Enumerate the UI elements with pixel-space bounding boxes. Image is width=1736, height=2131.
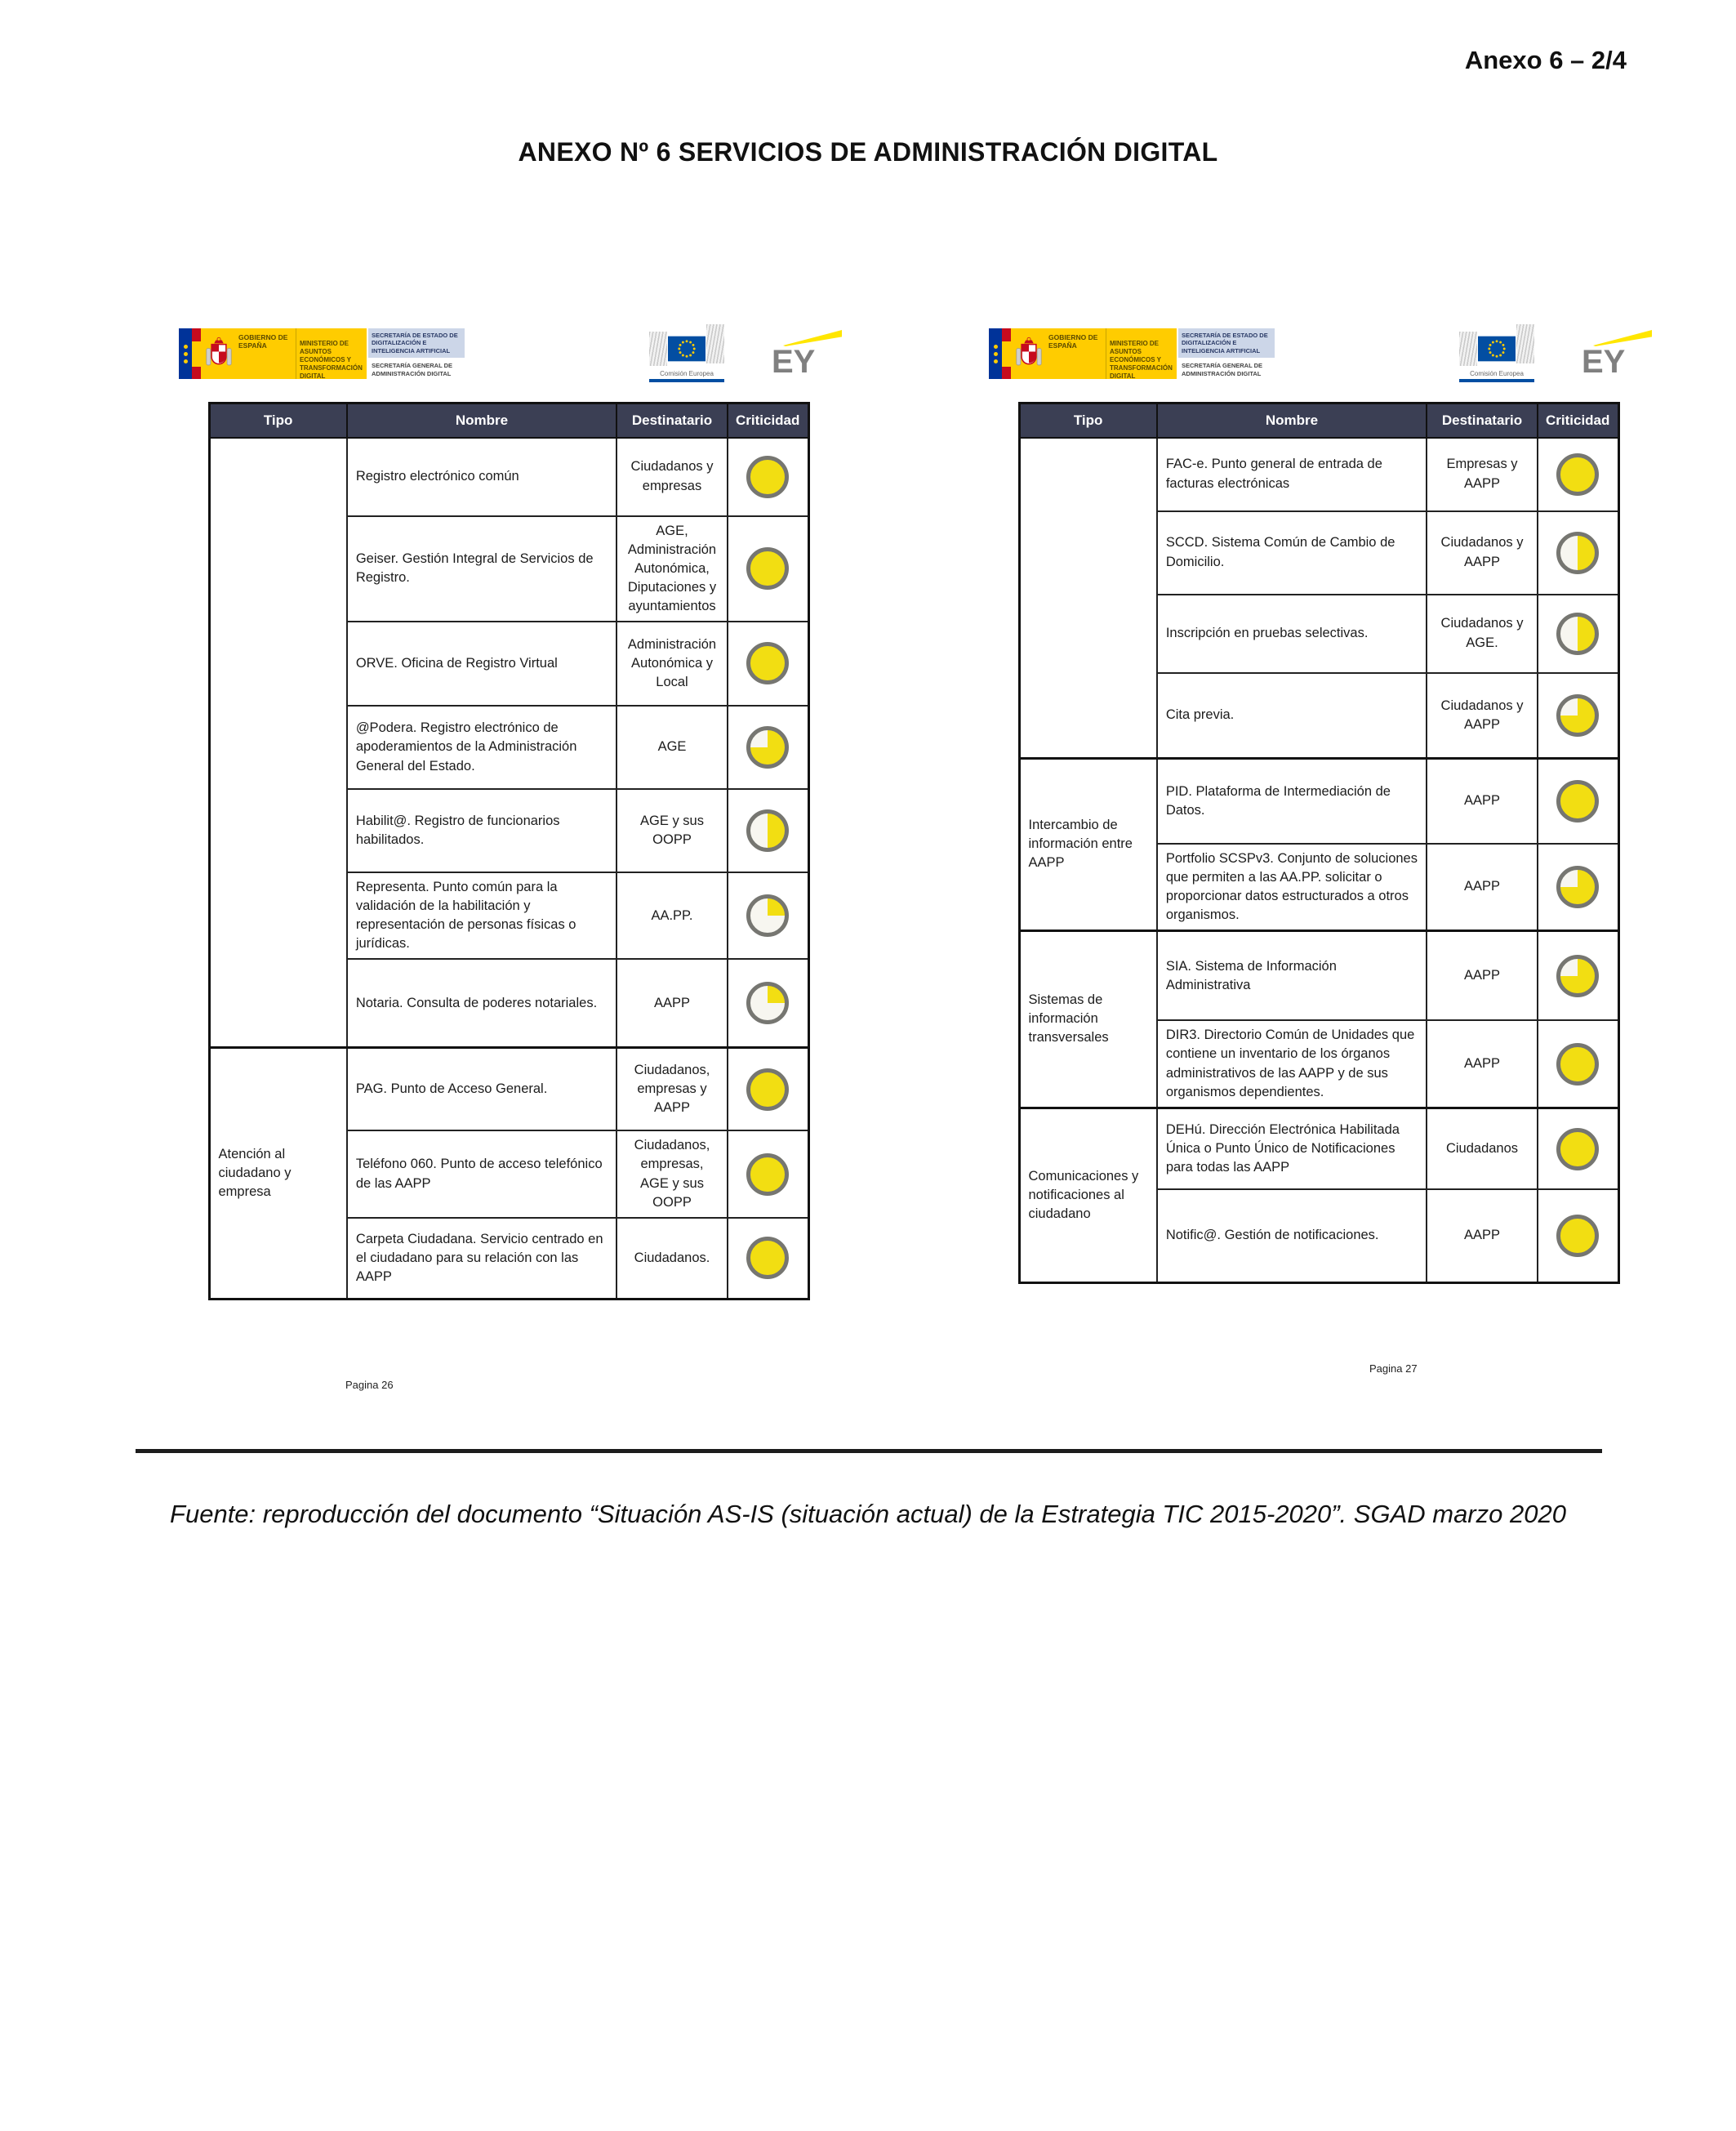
eu-stars-strip-icon xyxy=(179,328,192,379)
nombre-cell: Registro electrónico común xyxy=(347,438,617,516)
eu-building-stripes-icon xyxy=(649,332,667,366)
nombre-cell: Inscripción en pruebas selectivas. xyxy=(1157,595,1427,673)
ministerio-label: MINISTERIO DE ASUNTOS ECONÓMICOS Y TRANSFORMACIÓN DIGITAL xyxy=(1106,328,1176,379)
gobierno-label: GOBIERNO DE ESPAÑA xyxy=(238,333,288,350)
criticidad-cell xyxy=(728,1130,808,1217)
criticidad-pie-icon xyxy=(1556,694,1599,737)
destinatario-cell: AA.PP. xyxy=(617,872,728,959)
spain-flag-icon xyxy=(179,328,367,379)
comision-europea-logo xyxy=(649,328,724,382)
source-note: Fuente: reproducción del documento “Situación AS-IS (situación actual) de la Estrategia TIC 2015-2020”. SGAD marzo 2020 xyxy=(170,1500,1566,1528)
criticidad-pie-icon xyxy=(1556,453,1599,496)
spain-band-icon xyxy=(192,328,201,379)
nombre-cell: Portfolio SCSPv3. Conjunto de soluciones que permiten a las AA.PP. solicitar o proporcionar datos estructurados a otros organismos. xyxy=(1157,844,1427,931)
nombre-cell: @Podera. Registro electrónico de apoderamientos de la Administración General del Estado. xyxy=(347,706,617,789)
comision-europea-label: Comisión Europea xyxy=(660,370,714,377)
table-row xyxy=(209,1047,808,1130)
criticidad-cell xyxy=(728,438,808,516)
criticidad-cell xyxy=(1538,1020,1618,1108)
col-header-destinatario: Destinatario xyxy=(1427,403,1538,438)
secretaria-estado-label: SECRETARÍA DE ESTADO DE DIGITALIZACIÓN E INTELIGENCIA ARTIFICIAL xyxy=(368,328,465,358)
destinatario-cell: AAPP xyxy=(1427,1189,1538,1282)
criticidad-cell xyxy=(1538,759,1618,844)
secretaria-general-label: SECRETARÍA GENERAL DE ADMINISTRACIÓN DIGITAL xyxy=(1182,362,1263,377)
secretaria-labels xyxy=(1178,328,1275,379)
spain-flag-icon xyxy=(989,328,1177,379)
nombre-cell: DIR3. Directorio Común de Unidades que contiene un inventario de los órganos administrativos de las AAPP y de sus organismos dependientes. xyxy=(1157,1020,1427,1108)
criticidad-pie-icon xyxy=(1556,532,1599,574)
criticidad-cell xyxy=(1538,844,1618,931)
spain-band-icon xyxy=(1002,328,1011,379)
criticidad-cell xyxy=(728,516,808,622)
criticidad-pie-icon xyxy=(746,982,789,1024)
destinatario-cell: AAPP xyxy=(1427,1020,1538,1108)
criticidad-cell xyxy=(1538,438,1618,511)
criticidad-pie-icon xyxy=(746,642,789,684)
secretaria-general-label: SECRETARÍA GENERAL DE ADMINISTRACIÓN DIGITAL xyxy=(372,362,453,377)
comision-europea-logo xyxy=(1459,328,1534,382)
criticidad-cell xyxy=(728,1218,808,1300)
criticidad-cell xyxy=(1538,1189,1618,1282)
destinatario-cell: AGE xyxy=(617,706,728,789)
secretaria-labels xyxy=(368,328,465,379)
destinatario-cell: Administración Autonómica y Local xyxy=(617,622,728,706)
ministerio-label: MINISTERIO DE ASUNTOS ECONÓMICOS Y TRANSFORMACIÓN DIGITAL xyxy=(296,328,366,379)
criticidad-pie-icon xyxy=(1556,955,1599,997)
destinatario-cell: Ciudadanos, empresas y AAPP xyxy=(617,1047,728,1130)
criticidad-pie-icon xyxy=(746,894,789,937)
destinatario-cell: AGE, Administración Autonómica, Diputaciones y ayuntamientos xyxy=(617,516,728,622)
table-row xyxy=(1019,759,1618,844)
nombre-cell: Notific@. Gestión de notificaciones. xyxy=(1157,1189,1427,1282)
logos-row xyxy=(174,328,844,392)
ey-label: EY xyxy=(1582,344,1626,380)
destinatario-cell: Ciudadanos. xyxy=(617,1218,728,1300)
criticidad-pie-icon xyxy=(1556,613,1599,655)
ey-logo xyxy=(772,328,842,380)
destinatario-cell: Ciudadanos y AAPP xyxy=(1427,511,1538,595)
logos-row xyxy=(984,328,1654,392)
table-header-row xyxy=(209,403,808,438)
criticidad-pie-icon xyxy=(746,726,789,769)
embedded-page-number: Pagina 27 xyxy=(1369,1362,1418,1375)
table-row xyxy=(1019,438,1618,511)
nombre-cell: Habilit@. Registro de funcionarios habilitados. xyxy=(347,789,617,872)
eu-flag-icon xyxy=(1478,336,1516,362)
tipo-cell: Sistemas de información transversales xyxy=(1019,930,1157,1108)
table-row xyxy=(209,438,808,516)
annex-page-label: Anexo 6 – 2/4 xyxy=(1464,46,1627,74)
nombre-cell: FAC-e. Punto general de entrada de facturas electrónicas xyxy=(1157,438,1427,511)
criticidad-cell xyxy=(728,872,808,959)
embedded-page-number: Pagina 26 xyxy=(345,1379,394,1392)
nombre-cell: ORVE. Oficina de Registro Virtual xyxy=(347,622,617,706)
tipo-cell: Atención al ciudadano y empresa xyxy=(209,1047,347,1299)
criticidad-pie-icon xyxy=(1556,1043,1599,1086)
gobierno-espana-logo xyxy=(989,328,1275,379)
eu-bar xyxy=(649,379,724,382)
criticidad-pie-icon xyxy=(1556,866,1599,908)
services-table-page-27 xyxy=(1018,402,1620,1284)
criticidad-pie-icon xyxy=(746,1237,789,1279)
col-header-tipo: Tipo xyxy=(1019,403,1157,438)
tipo-cell: Comunicaciones y notificaciones al ciudadano xyxy=(1019,1108,1157,1282)
tipo-cell: Intercambio de información entre AAPP xyxy=(1019,759,1157,931)
tipo-cell xyxy=(209,438,347,1048)
nombre-cell: PAG. Punto de Acceso General. xyxy=(347,1047,617,1130)
destinatario-cell: Ciudadanos y empresas xyxy=(617,438,728,516)
criticidad-cell xyxy=(1538,673,1618,759)
nombre-cell: Representa. Punto común para la validación de la habilitación y representación de personas físicas o jurídicas. xyxy=(347,872,617,959)
table-row xyxy=(1019,1108,1618,1189)
col-header-nombre: Nombre xyxy=(347,403,617,438)
destinatario-cell: AAPP xyxy=(1427,844,1538,931)
criticidad-cell xyxy=(1538,1108,1618,1189)
tipo-cell xyxy=(1019,438,1157,759)
criticidad-cell xyxy=(1538,930,1618,1020)
secretaria-estado-label: SECRETARÍA DE ESTADO DE DIGITALIZACIÓN E INTELIGENCIA ARTIFICIAL xyxy=(1178,328,1275,358)
nombre-cell: Geiser. Gestión Integral de Servicios de Registro. xyxy=(347,516,617,622)
destinatario-cell: Ciudadanos xyxy=(1427,1108,1538,1189)
embedded-screenshots xyxy=(174,328,1654,1391)
gobierno-espana-logo xyxy=(179,328,465,379)
destinatario-cell: Empresas y AAPP xyxy=(1427,438,1538,511)
criticidad-cell xyxy=(728,789,808,872)
spain-crest-icon xyxy=(201,328,237,379)
nombre-cell: DEHú. Dirección Electrónica Habilitada Única o Punto Único de Notificaciones para todas las AAPP xyxy=(1157,1108,1427,1189)
spain-crest-icon xyxy=(1011,328,1047,379)
col-header-nombre: Nombre xyxy=(1157,403,1427,438)
nombre-cell: Carpeta Ciudadana. Servicio centrado en el ciudadano para su relación con las AAPP xyxy=(347,1218,617,1300)
criticidad-pie-icon xyxy=(746,456,789,498)
footer-divider xyxy=(136,1449,1602,1453)
col-header-tipo: Tipo xyxy=(209,403,347,438)
eu-building-stripes-icon xyxy=(706,324,724,363)
criticidad-pie-icon xyxy=(1556,1128,1599,1170)
eu-stars-strip-icon xyxy=(989,328,1002,379)
eu-building-stripes-icon xyxy=(1459,332,1477,366)
destinatario-cell: Ciudadanos, empresas, AGE y sus OOPP xyxy=(617,1130,728,1217)
table-row xyxy=(1019,930,1618,1020)
criticidad-pie-icon xyxy=(746,1153,789,1196)
nombre-cell: Notaria. Consulta de poderes notariales. xyxy=(347,959,617,1047)
services-table-page-26 xyxy=(208,402,810,1300)
col-header-criticidad: Criticidad xyxy=(728,403,808,438)
table-header-row xyxy=(1019,403,1618,438)
destinatario-cell: Ciudadanos y AAPP xyxy=(1427,673,1538,759)
destinatario-cell: AAPP xyxy=(1427,930,1538,1020)
col-header-criticidad: Criticidad xyxy=(1538,403,1618,438)
nombre-cell: SCCD. Sistema Común de Cambio de Domicilio. xyxy=(1157,511,1427,595)
comision-europea-label: Comisión Europea xyxy=(1470,370,1524,377)
destinatario-cell: AAPP xyxy=(617,959,728,1047)
nombre-cell: Teléfono 060. Punto de acceso telefónico de las AAPP xyxy=(347,1130,617,1217)
destinatario-cell: AGE y sus OOPP xyxy=(617,789,728,872)
col-header-destinatario: Destinatario xyxy=(617,403,728,438)
criticidad-pie-icon xyxy=(1556,1215,1599,1257)
embedded-page-27 xyxy=(984,328,1654,1391)
eu-bar xyxy=(1459,379,1534,382)
criticidad-cell xyxy=(728,1047,808,1130)
criticidad-cell xyxy=(728,706,808,789)
criticidad-cell xyxy=(1538,595,1618,673)
ey-logo xyxy=(1582,328,1652,380)
nombre-cell: SIA. Sistema de Información Administrativa xyxy=(1157,930,1427,1020)
nombre-cell: Cita previa. xyxy=(1157,673,1427,759)
gobierno-label: GOBIERNO DE ESPAÑA xyxy=(1048,333,1098,350)
page-title: ANEXO Nº 6 SERVICIOS DE ADMINISTRACIÓN DIGITAL xyxy=(518,137,1218,167)
ey-label: EY xyxy=(772,344,816,380)
eu-flag-icon xyxy=(668,336,706,362)
nombre-cell: PID. Plataforma de Intermediación de Datos. xyxy=(1157,759,1427,844)
embedded-page-26 xyxy=(174,328,844,1391)
criticidad-pie-icon xyxy=(746,547,789,590)
criticidad-pie-icon xyxy=(746,809,789,852)
destinatario-cell: AAPP xyxy=(1427,759,1538,844)
criticidad-cell xyxy=(728,622,808,706)
criticidad-cell xyxy=(728,959,808,1047)
criticidad-cell xyxy=(1538,511,1618,595)
criticidad-pie-icon xyxy=(746,1068,789,1111)
eu-building-stripes-icon xyxy=(1516,324,1534,363)
criticidad-pie-icon xyxy=(1556,780,1599,823)
destinatario-cell: Ciudadanos y AGE. xyxy=(1427,595,1538,673)
